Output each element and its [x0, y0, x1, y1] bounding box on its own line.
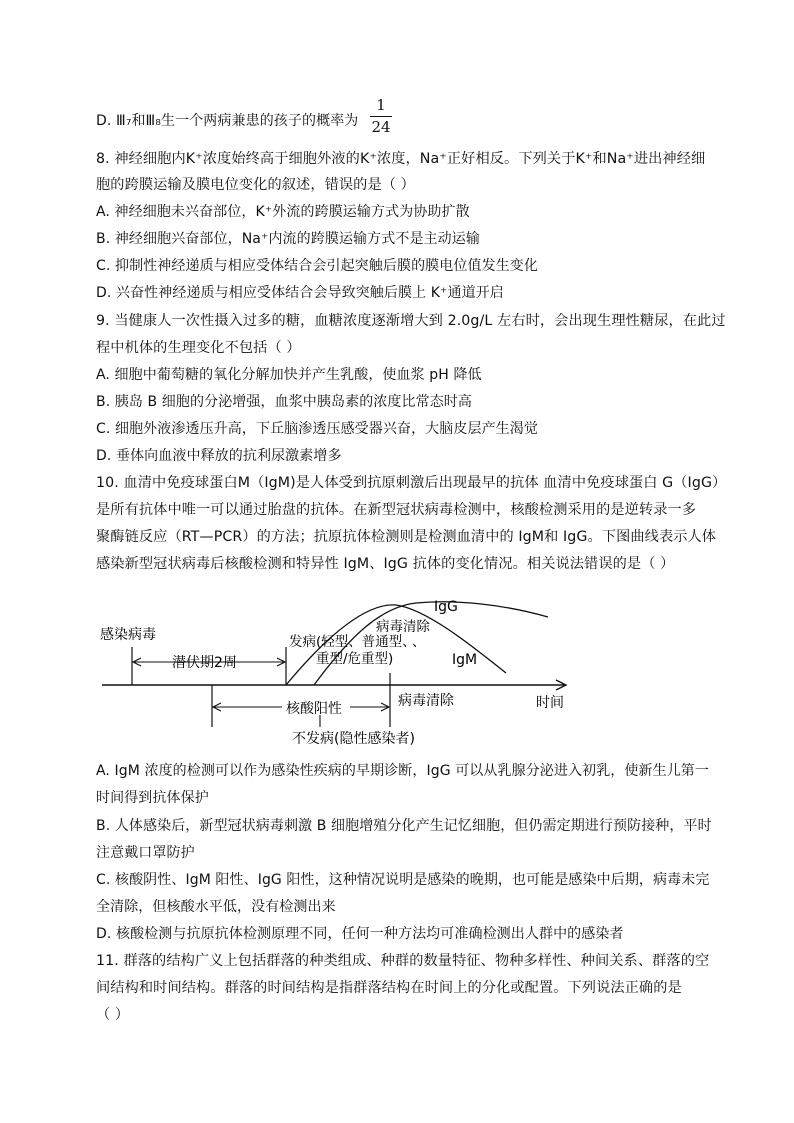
q8-option-c: C. 抑制性神经递质与相应受体结合会引起突触后膜的膜电位值发生变化 — [96, 258, 538, 274]
onset-label-line1: 发病(轻型、普通型、 — [289, 634, 416, 650]
incubation-label: 潜伏期2周 — [172, 655, 237, 671]
q9-option-b: B. 胰岛 B 细胞的分泌增强，血浆中胰岛素的浓度比常态时高 — [96, 394, 473, 410]
q9-option-c: C. 细胞外液渗透压升高，下丘脑渗透压感受器兴奋，大脑皮层产生渴觉 — [96, 421, 538, 437]
time-axis-label: 时间 — [536, 695, 564, 711]
q10-option-c-line2: 全清除，但核酸水平低，没有检测出来 — [96, 899, 336, 915]
nucleic-positive-label: 核酸阳性 — [286, 701, 342, 717]
onset-label-line2: 重型/危重型) — [316, 651, 394, 667]
igm-label: IgM — [452, 652, 478, 668]
infection-label: 感染病毒 — [100, 627, 156, 643]
q11-stem-line2: 间结构和时间结构。群落的时间结构是指群落结构在时间上的分化或配置。下列说法正确的是 — [96, 980, 682, 996]
fraction-denominator: 24 — [371, 118, 391, 136]
q9-option-a: A. 细胞中葡萄糖的氧化分解加快并产生乳酸，使血浆 pH 降低 — [96, 367, 482, 383]
q10-option-b-line1: B. 人体感染后，新型冠状病毒刺激 B 细胞增殖分化产生记忆细胞，但仍需定期进行预防接种，平时 — [96, 818, 712, 834]
q11-stem-line1: 11. 群落的结构广义上包括群落的种类组成、种群的数量特征、物种多样性、种间关系、群落的空 — [96, 953, 710, 969]
probability-fraction — [370, 96, 392, 137]
q10-option-c-line1: C. 核酸阴性、IgM 阳性、IgG 阳性，这种情况说明是感染的晚期，也可能是感染中后期，病毒未完 — [96, 872, 710, 888]
q7-option-d: D. Ⅲ₇和Ⅲ₈生一个两病兼患的孩子的概率为 — [96, 113, 359, 129]
q11-stem-line3: （ ） — [96, 1007, 130, 1023]
upper-virus-clear-comma: 、 — [412, 634, 426, 650]
q10-stem-line3: 聚酶链反应（RT—PCR）的方法；抗原抗体检测则是检测血清中的 IgM和 IgG。下图曲线表示人体 — [96, 529, 717, 545]
q9-stem-line1: 9. 当健康人一次性摄入过多的糖，血糖浓度逐渐增大到 2.0g/L 左右时，会出现生理性糖尿，在此过 — [96, 313, 726, 329]
q10-option-b-line2: 注意戴口罩防护 — [96, 845, 195, 861]
q8-stem-line2: 胞的跨膜运输及膜电位变化的叙述，错误的是（ ） — [96, 177, 415, 193]
q9-stem-line2: 程中机体的生理变化不包括（ ） — [96, 340, 301, 356]
q10-option-a-line1: A. IgM 浓度的检测可以作为感染性疾病的早期诊断，IgG 可以从乳腺分泌进入初乳，使新生儿第一 — [96, 763, 709, 779]
q10-stem-line2: 是所有抗体中唯一可以通过胎盘的抗体。在新型冠状病毒检测中，核酸检测采用的是逆转录一多 — [96, 502, 697, 518]
q10-stem-line1: 10. 血清中免疫球蛋白M（IgM)是人体受到抗原刺激后出现最早的抗体 血清中免疫球蛋白 G（IgG） — [96, 475, 727, 491]
q8-option-b: B. 神经细胞兴奋部位，Na⁺内流的跨膜运输方式不是主动运输 — [96, 231, 480, 247]
upper-virus-clear-label: 病毒清除 — [376, 619, 430, 635]
fraction-numerator: 1 — [376, 96, 386, 114]
fraction-bar — [370, 116, 392, 117]
lower-virus-clear-label: 病毒清除 — [398, 693, 454, 709]
igg-label: IgG — [434, 599, 458, 615]
antibody-timeline-figure — [96, 585, 586, 754]
q8-stem-line1: 8. 神经细胞内K⁺浓度始终高于细胞外液的K⁺浓度，Na⁺正好相反。下列关于K⁺和Na⁺进出神经细 — [96, 151, 706, 167]
q8-option-d: D. 兴奋性神经递质与相应受体结合会导致突触后膜上 K⁺通道开启 — [96, 285, 504, 301]
q9-option-d: D. 垂体向血液中释放的抗利尿激素增多 — [96, 448, 342, 464]
q10-stem-line4: 感染新型冠状病毒后核酸检测和特异性 IgM、IgG 抗体的变化情况。相关说法错误的是（ ） — [96, 556, 675, 572]
q10-option-d: D. 核酸检测与抗原抗体检测原理不同，任何一种方法均可准确检测出人群中的感染者 — [96, 926, 624, 942]
asymptomatic-label: 不发病(隐性感染者) — [292, 731, 415, 747]
figure-svg — [96, 585, 586, 750]
q8-option-a: A. 神经细胞未兴奋部位，K⁺外流的跨膜运输方式为协助扩散 — [96, 204, 470, 220]
q10-option-a-line2: 时间得到抗体保护 — [96, 790, 209, 806]
